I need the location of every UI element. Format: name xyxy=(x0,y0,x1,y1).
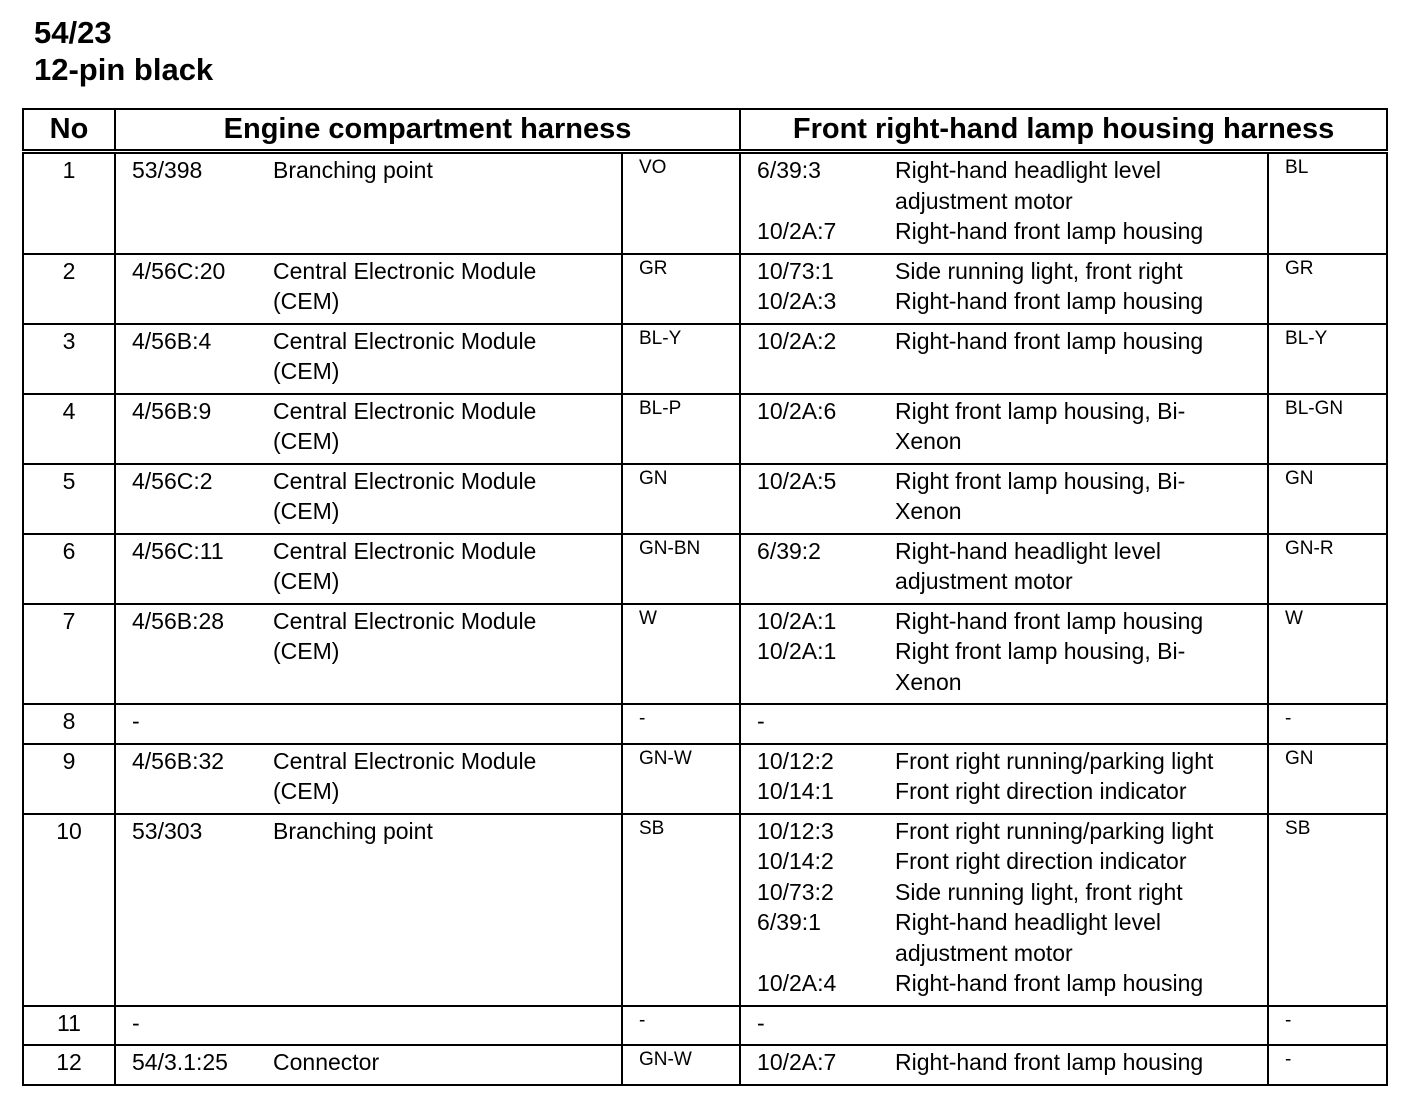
engine-component-id: - xyxy=(115,704,257,744)
front-component-id-line: 10/12:2 xyxy=(757,747,834,774)
front-component-desc-line xyxy=(895,706,1267,737)
front-component-id xyxy=(740,534,881,604)
front-component-desc xyxy=(881,744,1268,814)
document-title xyxy=(34,14,213,88)
front-wire-color: GN xyxy=(1268,464,1387,534)
front-component-id-line: 10/2A:5 xyxy=(757,467,837,494)
front-component-desc-line: adjustment motor xyxy=(895,568,1073,594)
front-component-id-line: 6/39:2 xyxy=(757,537,821,564)
pin-number: 11 xyxy=(23,1006,115,1046)
front-wire-color: - xyxy=(1268,1045,1387,1085)
table-row xyxy=(23,534,1387,604)
pin-table-body xyxy=(23,152,1387,1085)
front-component-desc xyxy=(881,1006,1268,1046)
front-component-desc-line: Right-hand headlight level xyxy=(895,157,1161,183)
engine-component-desc-line: Central Electronic Module xyxy=(273,327,537,354)
pin-table xyxy=(22,108,1388,1086)
front-component-desc-line: Right-hand front lamp housing xyxy=(895,1049,1204,1075)
engine-component-desc xyxy=(257,1045,622,1085)
engine-wire-color: GN-BN xyxy=(622,534,740,604)
front-component-desc-line: Right front lamp housing, Bi- xyxy=(895,638,1186,664)
engine-wire-color: GN-W xyxy=(622,1045,740,1085)
front-component-desc-line: Side running light, front right xyxy=(895,878,1183,905)
front-component-desc xyxy=(881,1045,1268,1085)
engine-component-id: 53/303 xyxy=(115,814,257,1006)
front-component-id xyxy=(740,464,881,534)
front-component-desc-line: Xenon xyxy=(895,498,962,524)
front-component-desc-line: Xenon xyxy=(895,428,962,454)
engine-component-desc-line: Central Electronic Module xyxy=(273,397,537,424)
front-component-desc-line: Right-hand front lamp housing xyxy=(895,970,1204,996)
engine-component-id: 4/56C:2 xyxy=(115,464,257,534)
front-component-id xyxy=(740,704,881,744)
pin-number: 5 xyxy=(23,464,115,534)
front-component-id-line: 10/2A:3 xyxy=(757,288,837,314)
front-component-desc xyxy=(881,152,1268,254)
front-component-id-line: 10/2A:2 xyxy=(757,327,837,354)
engine-component-id: 4/56B:9 xyxy=(115,394,257,464)
front-component-desc-line: Right-hand headlight level xyxy=(895,537,1161,564)
table-row xyxy=(23,464,1387,534)
front-component-desc xyxy=(881,464,1268,534)
pin-number: 9 xyxy=(23,744,115,814)
front-component-desc xyxy=(881,604,1268,705)
front-component-id xyxy=(740,254,881,324)
front-wire-color: SB xyxy=(1268,814,1387,1006)
front-component-id-line: 10/73:1 xyxy=(757,257,834,284)
engine-component-id: 53/398 xyxy=(115,152,257,254)
engine-component-desc xyxy=(257,464,622,534)
front-component-desc xyxy=(881,704,1268,744)
table-row xyxy=(23,744,1387,814)
table-row xyxy=(23,704,1387,744)
front-wire-color: GN xyxy=(1268,744,1387,814)
front-component-id-line: 10/14:1 xyxy=(757,778,834,804)
engine-component-desc-line: (CEM) xyxy=(273,288,340,314)
front-component-desc-line: Right-hand headlight level xyxy=(895,909,1161,935)
engine-component-id: 4/56C:20 xyxy=(115,254,257,324)
pin-number: 4 xyxy=(23,394,115,464)
pin-number: 7 xyxy=(23,604,115,705)
front-component-id-line: - xyxy=(757,1009,765,1036)
front-component-id xyxy=(740,744,881,814)
engine-component-id: 4/56B:28 xyxy=(115,604,257,705)
front-component-desc-line: Front right direction indicator xyxy=(895,778,1187,804)
pin-number: 6 xyxy=(23,534,115,604)
engine-component-desc xyxy=(257,534,622,604)
engine-component-id: - xyxy=(115,1006,257,1046)
engine-component-desc xyxy=(257,604,622,705)
front-component-id xyxy=(740,152,881,254)
front-wire-color: GN-R xyxy=(1268,534,1387,604)
table-row xyxy=(23,394,1387,464)
front-component-desc-line: Xenon xyxy=(895,668,962,695)
engine-wire-color: VO xyxy=(622,152,740,254)
front-component-id xyxy=(740,604,881,705)
table-header-row xyxy=(23,109,1387,152)
front-component-id xyxy=(740,814,881,1006)
table-row xyxy=(23,604,1387,705)
front-component-id-line: 10/2A:4 xyxy=(757,970,837,996)
engine-component-id: 4/56B:4 xyxy=(115,324,257,394)
front-component-id-line: 6/39:3 xyxy=(757,157,821,183)
front-wire-color: BL-Y xyxy=(1268,324,1387,394)
engine-wire-color: GR xyxy=(622,254,740,324)
front-component-id-line: 10/2A:7 xyxy=(757,1049,837,1075)
pin-number: 2 xyxy=(23,254,115,324)
pin-number: 8 xyxy=(23,704,115,744)
engine-wire-color: - xyxy=(622,1006,740,1046)
front-component-desc-line: Right-hand front lamp housing xyxy=(895,218,1204,244)
engine-wire-color: BL-P xyxy=(622,394,740,464)
front-component-id xyxy=(740,1006,881,1046)
engine-component-desc-line: (CEM) xyxy=(273,778,340,804)
engine-wire-color: W xyxy=(622,604,740,705)
front-wire-color: BL xyxy=(1268,152,1387,254)
engine-component-id: 54/3.1:25 xyxy=(115,1045,257,1085)
front-component-desc-line: Right front lamp housing, Bi- xyxy=(895,397,1186,424)
front-component-desc-line: Right front lamp housing, Bi- xyxy=(895,467,1186,494)
front-component-id-line: 10/73:2 xyxy=(757,878,834,905)
front-component-id-line: 10/12:3 xyxy=(757,817,834,844)
front-wire-color: BL-GN xyxy=(1268,394,1387,464)
front-wire-color: - xyxy=(1268,704,1387,744)
table-row xyxy=(23,814,1387,1006)
front-component-id xyxy=(740,1045,881,1085)
engine-component-desc xyxy=(257,744,622,814)
front-wire-color: W xyxy=(1268,604,1387,705)
engine-component-desc-line: (CEM) xyxy=(273,428,340,454)
engine-component-desc-line: Central Electronic Module xyxy=(273,607,537,634)
front-component-id-line xyxy=(757,938,881,969)
front-component-desc-line: Front right running/parking light xyxy=(895,747,1214,774)
engine-component-desc-line: Central Electronic Module xyxy=(273,467,537,494)
engine-component-desc xyxy=(257,814,622,1006)
engine-component-id: 4/56C:11 xyxy=(115,534,257,604)
engine-component-desc-line: (CEM) xyxy=(273,638,340,664)
engine-wire-color: GN-W xyxy=(622,744,740,814)
engine-component-desc-line: Branching point xyxy=(273,817,433,844)
engine-component-desc xyxy=(257,394,622,464)
engine-component-desc-line: (CEM) xyxy=(273,498,340,524)
front-component-desc-line: Side running light, front right xyxy=(895,257,1183,284)
header-front-harness: Front right-hand lamp housing harness xyxy=(740,109,1387,152)
front-component-desc-line: Front right running/parking light xyxy=(895,817,1214,844)
table-row xyxy=(23,1045,1387,1085)
engine-component-desc xyxy=(257,152,622,254)
front-component-desc xyxy=(881,394,1268,464)
front-component-id xyxy=(740,394,881,464)
connector-id: 54/23 xyxy=(34,15,112,50)
engine-component-desc-line xyxy=(273,1008,621,1039)
engine-component-desc xyxy=(257,1006,622,1046)
front-component-id-line: 10/2A:6 xyxy=(757,397,837,424)
front-wire-color: GR xyxy=(1268,254,1387,324)
engine-component-desc xyxy=(257,324,622,394)
engine-component-desc-line: (CEM) xyxy=(273,568,340,594)
engine-component-desc-line: Connector xyxy=(273,1049,380,1075)
table-row xyxy=(23,324,1387,394)
engine-component-desc-line: (CEM) xyxy=(273,358,340,384)
table-row xyxy=(23,1006,1387,1046)
engine-component-desc xyxy=(257,704,622,744)
front-component-desc-line: Right-hand front lamp housing xyxy=(895,288,1204,314)
front-component-id-line: - xyxy=(757,708,765,734)
connector-description: 12-pin black xyxy=(34,52,214,87)
front-component-desc-line: Front right direction indicator xyxy=(895,848,1187,874)
engine-component-desc-line xyxy=(273,706,621,737)
front-component-desc-line xyxy=(895,1008,1267,1039)
pin-number: 10 xyxy=(23,814,115,1006)
front-component-id xyxy=(740,324,881,394)
front-component-desc-line: Right-hand front lamp housing xyxy=(895,607,1204,634)
front-component-id-line: 10/2A:7 xyxy=(757,218,837,244)
engine-component-desc-line: Central Electronic Module xyxy=(273,257,537,284)
pin-number: 1 xyxy=(23,152,115,254)
front-component-desc-line: Right-hand front lamp housing xyxy=(895,327,1204,354)
table-row xyxy=(23,254,1387,324)
engine-wire-color: GN xyxy=(622,464,740,534)
front-component-desc xyxy=(881,534,1268,604)
engine-component-desc-line: Branching point xyxy=(273,157,433,183)
front-component-desc xyxy=(881,324,1268,394)
engine-component-desc-line: Central Electronic Module xyxy=(273,747,537,774)
front-component-id-line: 10/2A:1 xyxy=(757,607,837,634)
front-component-id-line: 10/2A:1 xyxy=(757,638,837,664)
engine-component-desc-line: Central Electronic Module xyxy=(273,537,537,564)
engine-component-desc xyxy=(257,254,622,324)
front-wire-color: - xyxy=(1268,1006,1387,1046)
front-component-desc xyxy=(881,814,1268,1006)
front-component-desc xyxy=(881,254,1268,324)
engine-component-id: 4/56B:32 xyxy=(115,744,257,814)
pin-number: 12 xyxy=(23,1045,115,1085)
table-row xyxy=(23,152,1387,254)
engine-wire-color: - xyxy=(622,704,740,744)
header-engine-harness: Engine compartment harness xyxy=(115,109,740,152)
pin-number: 3 xyxy=(23,324,115,394)
engine-wire-color: SB xyxy=(622,814,740,1006)
front-component-desc-line: adjustment motor xyxy=(895,187,1073,214)
front-component-desc-line: adjustment motor xyxy=(895,939,1073,966)
header-no: No xyxy=(23,109,115,152)
front-component-id-line: 10/14:2 xyxy=(757,848,834,874)
engine-wire-color: BL-Y xyxy=(622,324,740,394)
front-component-id-line xyxy=(757,186,881,217)
front-component-id-line: 6/39:1 xyxy=(757,909,821,935)
